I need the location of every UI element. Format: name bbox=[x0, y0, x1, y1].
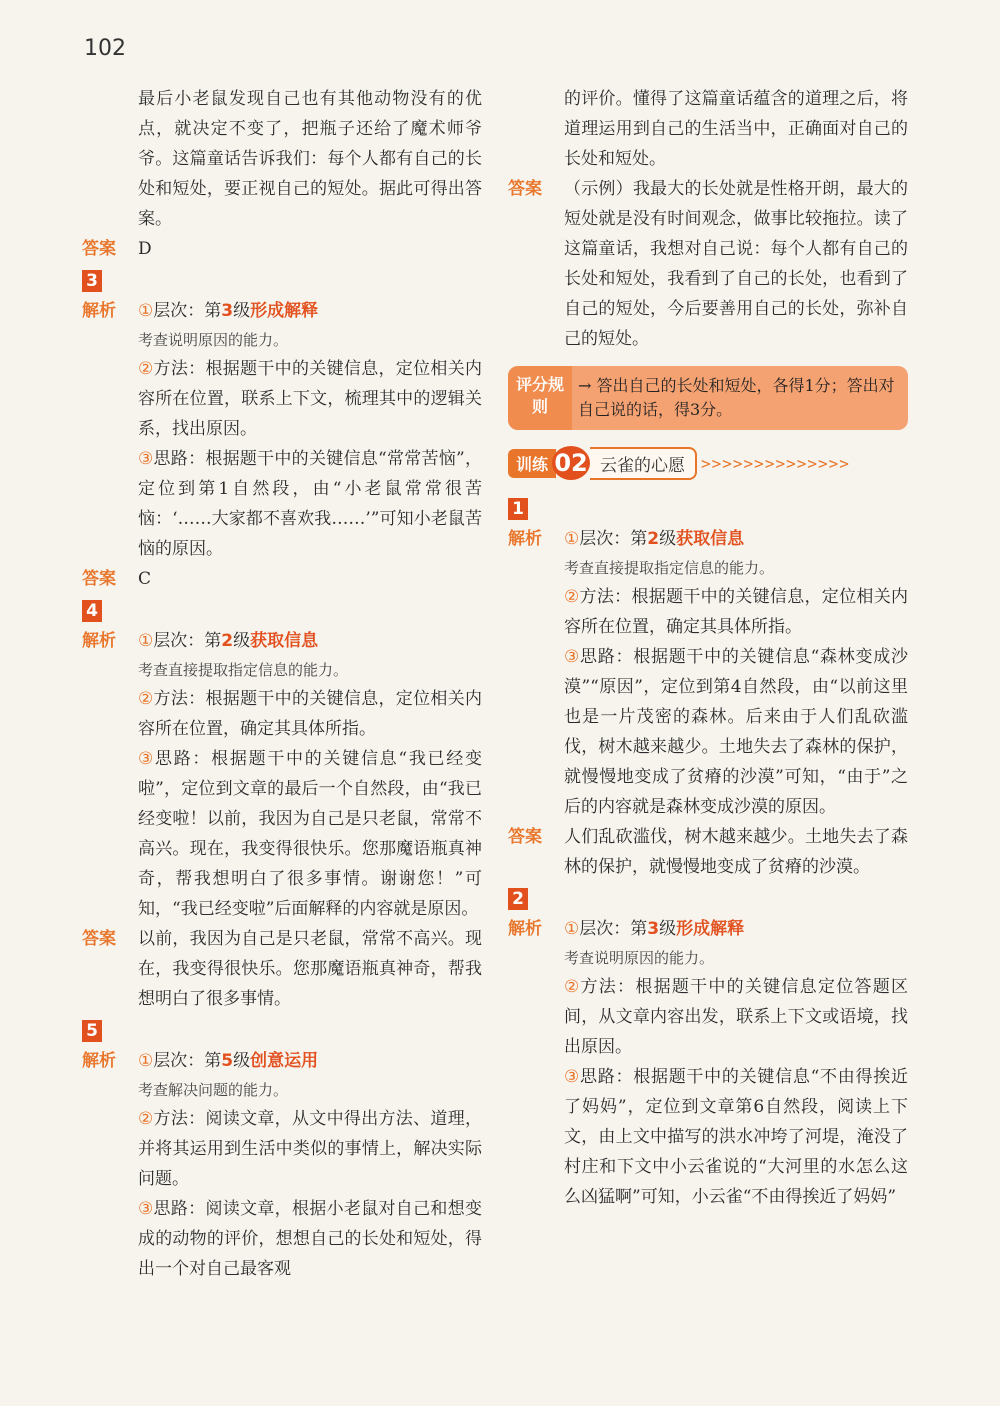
training-number: 02 bbox=[552, 446, 590, 480]
analysis-row-r-q2 bbox=[508, 914, 908, 944]
level-desc: 考查直接提取指定信息的能力。 bbox=[138, 661, 349, 679]
analysis-row-q5 bbox=[82, 1046, 482, 1076]
thinking-para: ③思路：根据题干中的关键信息“常常苦恼”，定位到第1自然段，由“小老鼠常常很苦恼：‘……大家都不喜欢我……’”可知小老鼠苦恼的原因。 bbox=[138, 449, 483, 559]
level-desc: 考查解决问题的能力。 bbox=[138, 1081, 289, 1099]
method-para: ②方法：根据题干中的关键信息，定位相关内容所在位置，确定其具体所指。 bbox=[564, 587, 909, 637]
training-header bbox=[508, 446, 908, 480]
question-number-2: 2 bbox=[508, 888, 528, 910]
level-line: ①层次：第5级创意运用 bbox=[138, 1051, 319, 1071]
previous-analysis-tail: 最后小老鼠发现自己也有其他动物没有的优点，就决定不变了，把瓶子还给了魔术师爷爷。这篇童话告诉我们：每个人都有自己的长处和短处，要正视自己的短处。据此可得出答案。 bbox=[138, 89, 482, 229]
analysis-row-q4 bbox=[82, 626, 482, 656]
answer-label: 答案 bbox=[82, 929, 116, 949]
answer-row-r-q1 bbox=[508, 822, 908, 882]
analysis-label: 解析 bbox=[508, 919, 542, 939]
page-number: 102 bbox=[84, 36, 126, 61]
question-number-4: 4 bbox=[82, 600, 102, 622]
method-para: ②方法：根据题干中的关键信息，定位相关内容所在位置，确定其具体所指。 bbox=[138, 689, 483, 739]
answer-row-prev bbox=[82, 234, 482, 264]
analysis-row-r-q1 bbox=[508, 524, 908, 554]
answer-value: D bbox=[138, 239, 152, 259]
thinking-para: ③思路：阅读文章，根据小老鼠对自己和想变成的动物的评价，想想自己的长处和短处，得出一个对自己最客观 bbox=[138, 1199, 483, 1279]
scoring-rule-label: 评分规则 bbox=[508, 366, 572, 430]
answer-value: （示例）我最大的长处就是性格开朗，最大的短处就是没有时间观念，做事比较拖拉。读了这篇童话，我想对自己说：每个人都有自己的长处和短处，我看到了自己的长处，也看到了自己的短处，今后要善用自己的长处，弥补自己的短处。 bbox=[564, 179, 908, 349]
answer-row-q4 bbox=[82, 924, 482, 1014]
answer-row-q3 bbox=[82, 564, 482, 594]
answer-row-q5 bbox=[508, 174, 908, 354]
analysis-label: 解析 bbox=[82, 1051, 116, 1071]
question-number-3: 3 bbox=[82, 270, 102, 292]
analysis-label: 解析 bbox=[82, 631, 116, 651]
answer-label: 答案 bbox=[82, 569, 116, 589]
right-column bbox=[508, 84, 908, 1212]
question-number-1: 1 bbox=[508, 498, 528, 520]
answer-value: C bbox=[138, 569, 152, 589]
training-arrows: >>>>>>>>>>>>>> bbox=[701, 453, 850, 473]
training-title: 云雀的心愿 bbox=[590, 447, 697, 480]
thinking-para: ③思路：根据题干中的关键信息“我已经变啦”，定位到文章的最后一个自然段，由“我已经变啦！以前，我因为自己是只老鼠，常常不高兴。现在，我变得很快乐。您那魔语瓶真神奇，帮我想明白了很多事情。谢谢您！”可知，“我已经变啦”后面解释的内容就是原因。 bbox=[138, 749, 482, 919]
analysis-label: 解析 bbox=[82, 301, 116, 321]
thinking-para: ③思路：根据题干中的关键信息“不由得挨近了妈妈”，定位到文章第6自然段，阅读上下文，由上文中描写的洪水冲垮了河堤，淹没了村庄和下文中小云雀说的“大河里的水怎么这么凶猛啊”可知，小云雀“不由得挨近了妈妈” bbox=[564, 1067, 908, 1207]
training-label: 训练 bbox=[508, 449, 556, 478]
scoring-rule-box bbox=[508, 366, 908, 430]
level-desc: 考查说明原因的能力。 bbox=[138, 331, 289, 349]
answer-label: 答案 bbox=[82, 239, 116, 259]
answer-value: 以前，我因为自己是只老鼠，常常不高兴。现在，我变得很快乐。您那魔语瓶真神奇，帮我想明白了很多事情。 bbox=[138, 929, 482, 1009]
answer-label: 答案 bbox=[508, 179, 542, 199]
question-number-5: 5 bbox=[82, 1020, 102, 1042]
level-desc: 考查直接提取指定信息的能力。 bbox=[564, 559, 775, 577]
level-line: ①层次：第2级获取信息 bbox=[138, 631, 319, 651]
level-desc: 考查说明原因的能力。 bbox=[564, 949, 715, 967]
left-column bbox=[82, 84, 482, 1284]
scoring-rule-text: → 答出自己的长处和短处，各得1分；答出对自己说的话，得3分。 bbox=[578, 376, 895, 419]
analysis-row-q3 bbox=[82, 296, 482, 326]
q5-thinking-continued: 的评价。懂得了这篇童话蕴含的道理之后，将道理运用到自己的生活当中，正确面对自己的长处和短处。 bbox=[564, 89, 908, 169]
answer-value: 人们乱砍滥伐，树木越来越少。土地失去了森林的保护，就慢慢地变成了贫瘠的沙漠。 bbox=[564, 827, 908, 877]
level-line: ①层次：第3级形成解释 bbox=[138, 301, 319, 321]
method-para: ②方法：根据题干中的关键信息定位答题区间，从文章内容出发，联系上下文或语境，找出原因。 bbox=[564, 977, 909, 1057]
method-para: ②方法：根据题干中的关键信息，定位相关内容所在位置，联系上下文，梳理其中的逻辑关系，找出原因。 bbox=[138, 359, 483, 439]
analysis-label: 解析 bbox=[508, 529, 542, 549]
level-line: ①层次：第2级获取信息 bbox=[564, 529, 745, 549]
method-para: ②方法：阅读文章，从文中得出方法、道理，并将其运用到生活中类似的事情上，解决实际问题。 bbox=[138, 1109, 483, 1189]
answer-label: 答案 bbox=[508, 827, 542, 847]
thinking-para: ③思路：根据题干中的关键信息“森林变成沙漠”“原因”，定位到第4自然段，由“以前这里也是一片茂密的森林。后来由于人们乱砍滥伐，树木越来越少。土地失去了森林的保护，就慢慢地变成了贫瘠的沙漠”可知，“由于”之后的内容就是森林变成沙漠的原因。 bbox=[564, 647, 908, 817]
level-line: ①层次：第3级形成解释 bbox=[564, 919, 745, 939]
